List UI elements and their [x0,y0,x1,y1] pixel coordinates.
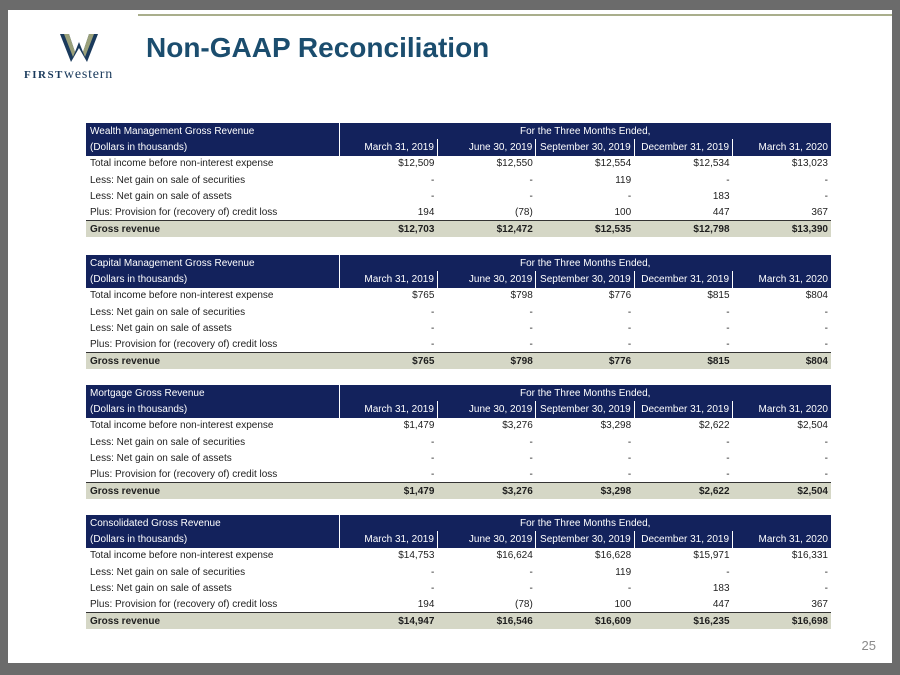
column-header: September 30, 2019 [536,401,634,417]
table-row [86,172,831,188]
table-row [86,156,831,172]
row-value: $13,023 [791,158,828,170]
table-row [86,450,831,466]
company-logo [24,34,134,86]
row-label: Plus: Provision for (recovery of) credit loss [90,468,278,480]
page-number: 25 [861,638,876,653]
gross-revenue-value: $16,546 [437,613,535,629]
table-row [86,580,831,596]
row-value: 194 [339,596,437,612]
row-label: Less: Net gain on sale of securities [90,306,246,318]
row-label: Total income before non-interest expense [90,550,274,562]
row-value: - [726,452,730,464]
gross-revenue-label: Gross revenue [86,613,339,629]
row-value: $776 [608,290,632,302]
row-value: $1,479 [403,420,435,432]
row-label: Less: Net gain on sale of securities [90,566,246,578]
gross-revenue-value: $3,298 [536,483,634,499]
table-row [86,466,831,482]
row-value: $15,971 [693,550,730,562]
column-header: March 31, 2019 [339,139,437,155]
row-value: - [824,322,828,334]
row-value: - [824,566,828,578]
column-header: September 30, 2019 [536,139,634,155]
row-value: - [431,190,435,202]
row-label: Plus: Provision for (recovery of) credit loss [90,206,278,218]
row-value: $2,504 [797,420,828,432]
gross-revenue-row [86,221,831,237]
row-value: 447 [634,204,732,220]
column-header: March 31, 2019 [339,531,437,547]
slide [8,10,892,663]
row-value: 183 [712,582,730,594]
row-value: $12,550 [496,158,533,170]
table-title: Consolidated Gross Revenue [86,515,339,531]
row-label: Less: Net gain on sale of assets [90,190,232,202]
row-value: - [634,466,732,482]
unit-label: (Dollars in thousands) [86,401,339,417]
page-title: Non-GAAP Reconciliation [146,32,490,63]
table-title-row [86,515,831,531]
row-value: - [536,466,634,482]
row-value: - [627,306,632,318]
column-header: March 31, 2019 [339,401,437,417]
logo-wordmark [24,66,113,83]
row-value: - [726,322,730,334]
row-value: - [627,190,632,202]
row-value: 367 [733,204,831,220]
row-value: $2,622 [698,420,730,432]
table-title-row [86,385,831,401]
row-value: 100 [536,204,634,220]
table-row [86,204,831,220]
gross-revenue-row [86,353,831,369]
reconciliation-table [86,385,831,499]
row-value: - [726,566,730,578]
column-header: December 31, 2019 [634,531,732,547]
row-label: Plus: Provision for (recovery of) credit loss [90,598,278,610]
row-value: - [529,174,533,186]
period-header: For the Three Months Ended, [339,515,831,531]
period-header: For the Three Months Ended, [339,255,831,271]
table-row [86,336,831,352]
table-title-row [86,123,831,139]
gross-revenue-value: $14,947 [339,613,437,629]
row-label: Total income before non-interest expense [90,420,274,432]
row-value: - [824,582,828,594]
table-row [86,320,831,336]
table-row [86,596,831,612]
table-title: Capital Management Gross Revenue [86,255,339,271]
column-header: June 30, 2019 [437,531,535,547]
row-value: - [529,452,533,464]
gross-revenue-value: $1,479 [339,483,437,499]
row-value: - [437,466,535,482]
row-value: - [733,336,831,352]
row-value: 119 [615,174,632,186]
row-value: - [536,336,634,352]
gross-revenue-value: $12,798 [634,221,732,237]
row-label: Total income before non-interest expense [90,158,274,170]
row-value: - [726,306,730,318]
column-header: March 31, 2020 [733,271,831,287]
row-value: - [627,582,632,594]
row-label: Less: Net gain on sale of assets [90,322,232,334]
column-header: December 31, 2019 [634,271,732,287]
gross-revenue-value: $12,472 [437,221,535,237]
unit-label: (Dollars in thousands) [86,139,339,155]
row-value: - [431,174,435,186]
row-value: $815 [707,290,730,302]
row-value: 119 [615,566,632,578]
row-value: - [431,306,435,318]
gross-revenue-value: $16,235 [634,613,732,629]
row-value: - [824,306,828,318]
row-value: (78) [437,596,535,612]
gross-revenue-value: $776 [536,353,634,369]
row-value: 183 [712,190,730,202]
row-value: $16,331 [791,550,828,562]
table-row [86,188,831,204]
gross-revenue-label: Gross revenue [86,483,339,499]
row-value: $12,554 [595,158,632,170]
row-value: $3,298 [600,420,632,432]
table-row [86,304,831,320]
row-value: - [529,190,533,202]
gross-revenue-value: $2,504 [733,483,831,499]
gross-revenue-value: $2,622 [634,483,732,499]
row-value: - [339,336,437,352]
row-value: - [726,436,730,448]
unit-label: (Dollars in thousands) [86,271,339,287]
reconciliation-table [86,515,831,629]
row-value: $3,276 [502,420,533,432]
row-label: Less: Net gain on sale of securities [90,436,246,448]
row-value: - [824,452,828,464]
row-value: - [431,566,435,578]
reconciliation-table [86,255,831,369]
row-value: $765 [412,290,435,302]
column-header-row [86,401,831,417]
table-row [86,548,831,564]
gross-revenue-value: $12,535 [536,221,634,237]
column-header: June 30, 2019 [437,271,535,287]
row-label: Total income before non-interest expense [90,290,274,302]
row-value: $804 [805,290,828,302]
row-label: Plus: Provision for (recovery of) credit loss [90,338,278,350]
gross-revenue-value: $798 [437,353,535,369]
table-title: Mortgage Gross Revenue [86,385,339,401]
row-value: $12,509 [398,158,435,170]
row-value: - [431,322,435,334]
row-value: (78) [437,204,535,220]
row-value: $12,534 [693,158,730,170]
table-row [86,434,831,450]
row-value: $798 [510,290,533,302]
logo-western: western [63,67,114,82]
column-header: June 30, 2019 [437,139,535,155]
table-title-row [86,255,831,271]
row-label: Less: Net gain on sale of securities [90,174,246,186]
row-label: Less: Net gain on sale of assets [90,582,232,594]
row-value: - [627,452,632,464]
gross-revenue-value: $12,703 [339,221,437,237]
gross-revenue-value: $16,698 [733,613,831,629]
column-header: March 31, 2020 [733,401,831,417]
table-row [86,418,831,434]
period-header: For the Three Months Ended, [339,385,831,401]
row-value: - [634,336,732,352]
row-value: 447 [634,596,732,612]
table-row [86,288,831,304]
row-value: $14,753 [398,550,435,562]
gross-revenue-label: Gross revenue [86,353,339,369]
row-value: - [529,306,533,318]
row-value: - [431,452,435,464]
row-value: - [437,336,535,352]
period-header: For the Three Months Ended, [339,123,831,139]
row-value: 194 [339,204,437,220]
gross-revenue-value: $765 [339,353,437,369]
top-rule [138,14,892,16]
row-value: - [824,190,828,202]
row-value: $16,624 [496,550,533,562]
column-header: March 31, 2020 [733,139,831,155]
gross-revenue-value: $3,276 [437,483,535,499]
row-value: $16,628 [595,550,632,562]
row-value: - [627,322,632,334]
column-header: March 31, 2020 [733,531,831,547]
row-value: - [339,466,437,482]
gross-revenue-row [86,483,831,499]
row-value: - [824,436,828,448]
row-value: - [431,582,435,594]
column-header: March 31, 2019 [339,271,437,287]
gross-revenue-value: $16,609 [536,613,634,629]
row-value: - [726,174,730,186]
row-value: - [824,174,828,186]
column-header: September 30, 2019 [536,531,634,547]
unit-label: (Dollars in thousands) [86,531,339,547]
row-value: - [529,582,533,594]
logo-w-icon [60,34,98,62]
row-value: - [733,466,831,482]
row-value: - [627,436,632,448]
row-value: 367 [733,596,831,612]
gross-revenue-value: $815 [634,353,732,369]
column-header-row [86,271,831,287]
row-value: - [529,436,533,448]
row-value: - [529,566,533,578]
gross-revenue-value: $804 [733,353,831,369]
reconciliation-table [86,123,831,237]
row-value: 100 [536,596,634,612]
row-value: - [431,436,435,448]
column-header: September 30, 2019 [536,271,634,287]
column-header: December 31, 2019 [634,401,732,417]
row-label: Less: Net gain on sale of assets [90,452,232,464]
table-title: Wealth Management Gross Revenue [86,123,339,139]
gross-revenue-value: $13,390 [733,221,831,237]
gross-revenue-label: Gross revenue [86,221,339,237]
logo-first: FIRST [24,69,64,81]
column-header: June 30, 2019 [437,401,535,417]
row-value: - [529,322,533,334]
table-row [86,564,831,580]
column-header: December 31, 2019 [634,139,732,155]
column-header-row [86,139,831,155]
column-header-row [86,531,831,547]
gross-revenue-row [86,613,831,629]
